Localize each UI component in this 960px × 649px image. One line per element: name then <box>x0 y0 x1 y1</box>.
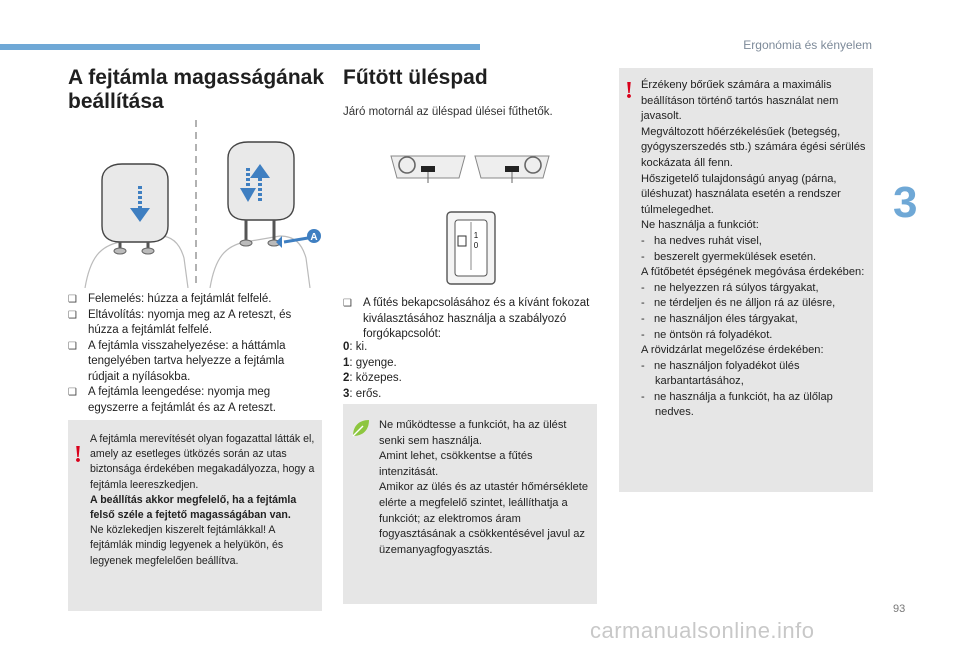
watermark: carmanualsonline.info <box>590 618 815 643</box>
heat-level-row: 1: gyenge. <box>343 356 397 369</box>
headrest-illustration <box>80 118 330 288</box>
list-item: ❑ A fejtámla leengedése: nyomja meg egyszerre a fejtámlát és az A reteszt. <box>68 386 276 414</box>
header-accent-bar <box>0 44 480 50</box>
heated-seat-illustration <box>385 150 555 286</box>
checkbox-bullet-icon: ❑ <box>68 340 77 352</box>
heated-bench-subtitle: Járó motornál az üléspad ülései fűthetők. <box>343 106 553 118</box>
checkbox-bullet-icon: ❑ <box>343 298 352 309</box>
leaf-icon <box>349 416 373 440</box>
checkbox-bullet-icon: ❑ <box>68 387 77 398</box>
exclamation-icon: ! <box>625 78 633 104</box>
section-title: Ergonómia és kényelem <box>743 38 872 52</box>
chapter-number: 3 <box>893 178 918 227</box>
headrest-warning-box: ! A fejtámla merevítését olyan fogazattal látták el, amely az esetleges ütközés során az utas biztonsága érdekében megakadályozza, hogy a fejtámla leereszkedjen. A beállítás akkor megfelelő, ha a fejtámla felső széle a fejtető magasságában van. Ne közlekedjen kiszerelt fejtámlákkal! A fejtámlák mindig legyenek a helyükön, és legyenek megfelelően beállítva. <box>68 420 322 611</box>
checkbox-bullet-icon: ❑ <box>68 309 77 321</box>
list-item: ❑ A fűtés bekapcsolásához és a kívánt fokozat kiválasztásához használja a szabályozó forgókapcsolót: <box>343 297 590 340</box>
list-item: ❑ A fejtámla visszahelyezése: a háttámla tengelyében tartva helyezze a fejtámla rúdjait a nyílásokba. <box>68 339 286 383</box>
page-number: 93 <box>893 603 906 615</box>
knob-level-0: 0 <box>473 241 479 250</box>
heat-level-row: 0: ki. <box>343 341 368 353</box>
headrest-steps <box>68 292 318 416</box>
checkbox-bullet-icon: ❑ <box>68 294 77 305</box>
exclamation-icon: ! <box>74 442 82 468</box>
heat-levels-list <box>343 340 402 402</box>
heat-level-row: 2: közepes. <box>343 372 402 384</box>
heat-level-row: 3: erős. <box>343 387 382 400</box>
eco-note-box: Ne működtesse a funkciót, ha az ülést senki sem használja. Amint lehet, csökkentse a fűtés intenzitását. Amikor az ülés és az utastér hőmérséklete elérte a megfelelő szintet, leállíthatja a funkciót; az elektromos áram fogyasztásának a csökkentésével javul az üzemanyagfogyasztás. <box>343 404 597 604</box>
heated-bench-steps <box>343 296 593 343</box>
callout-a-label: A <box>310 232 318 243</box>
heated-bench-title: Fűtött üléspad <box>343 66 488 89</box>
heated-seat-warning-box: ! Érzékeny bőrűek számára a maximális beállításon történő tartós használat nem javasolt. Megváltozott hőérzékelésűek (betegség, gyógyszerszedés stb.) számára égési sérülés kockázata áll fenn. Hőszigetelő tulajdonságú anyag (párna, üléshuzat) használata esetén a rendszer túlmelegedhet. Ne használja a funkciót: - ha nedves ruhát visel, - beszerelt gyermekülések esetén. A fűtőbetét épségének megóvása érdekében: - ne helyezzen rá súlyos tárgyakat, - ne térdeljen és ne álljon rá az ülésre, - ne használjon éles tárgyakat, - ne öntsön rá folyadékot. A rövidzárlat megelőzése érdekében: - ne használjon folyadékot ülés karbantartásához, - ne használja a funkciót, ha az ülőlap nedves. <box>619 68 873 492</box>
headrest-title: A fejtámla magasságának beállítása <box>68 66 325 113</box>
list-item: ❑ Eltávolítás: nyomja meg az A reteszt, és húzza a fejtámlát felfelé. <box>68 308 292 336</box>
knob-level-1: 1 <box>473 231 479 240</box>
list-item: ❑ Felemelés: húzza a fejtámlát felfelé. <box>68 292 318 308</box>
